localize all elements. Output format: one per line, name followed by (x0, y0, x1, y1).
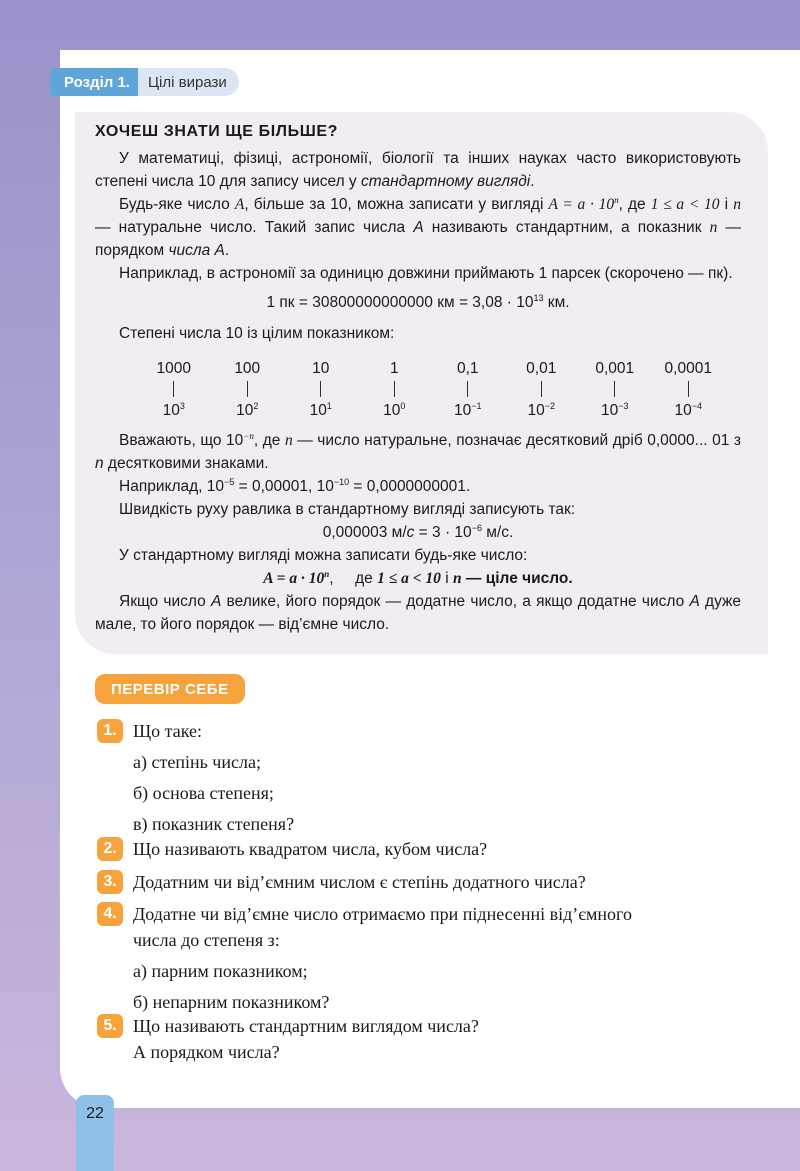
equation-parsec: 1 пк = 30800000000000 км = $3,08 \cdot 10^{13}$ км. (266, 292, 570, 311)
check-yourself-label: ПЕРЕВІР СЕБЕ (95, 674, 245, 704)
equation-snail: 0,000003 $м/с = 3 \cdot 10^{-6}$ м/с. (322, 522, 514, 541)
section-number: Розділ 1. (50, 68, 138, 96)
powers-of-ten-table (95, 357, 741, 421)
table-column: 10 $10^1$ (309, 360, 332, 419)
page-number: 22 (76, 1095, 114, 1171)
table-column: 0,1 $10^{-1}$ (453, 360, 482, 419)
table-column: 1 $10^0$ (383, 360, 406, 419)
paragraph-4: Степені числа 10 із цілим показником: (119, 325, 395, 342)
question-number: 1. (97, 719, 123, 743)
paragraph-6: Наприклад, $10^{-5} = 0,00001$, $10^{-10} = 0,0000000001$. (119, 476, 471, 495)
question-number: 2. (97, 837, 123, 861)
table-column: 0,001 $10^{-3}$ (595, 360, 635, 419)
table-column: 1000 $10^3$ (156, 360, 191, 419)
paragraph-5: Вважають, що $10^{-n}$, де n — число натуральне, позначає десятковий дріб 0,0000... 01 з n десятковими знаками. (95, 430, 741, 472)
paragraph-1: У математиці, фізиці, астрономії, біології та інших науках часто використовують степені числа 10 для запису чисел у стандартному вигляді. (95, 150, 741, 190)
question-number: 5. (97, 1014, 123, 1038)
equation-standard-form: $A = a \cdot 10^n$, де 1 ≤ a < 10 і n — ціле число. (263, 568, 573, 587)
section-tab (50, 68, 239, 96)
table-column: 0,01 $10^{-2}$ (526, 360, 557, 419)
info-box (75, 112, 768, 654)
paragraph-9: Якщо число А велике, його порядок — додатне число, а якщо додатне число А дуже мале, то його порядок — від’ємне число. (95, 593, 742, 633)
table-column: 0,0001 $10^{-4}$ (664, 360, 712, 419)
paragraph-7: Швидкість руху равлика в стандартному вигляді записують так: (119, 501, 576, 518)
question-number: 3. (97, 870, 123, 894)
question-number: 4. (97, 902, 123, 926)
paragraph-3: Наприклад, в астрономії за одиницю довжини приймають 1 парсек (скорочено — пк). (119, 265, 733, 282)
section-title: Цілі вирази (138, 68, 239, 96)
table-column: 100 $10^2$ (234, 360, 261, 419)
info-box-heading: ХОЧЕШ ЗНАТИ ЩЕ БІЛЬШЕ? (95, 123, 339, 140)
paragraph-2: Будь-яке число A, більше за 10, можна записати у вигляді $A = a \cdot 10^n$, де 1 ≤ a < 10 і n — натуральне число. Такий запис числа A називають стандартним, а показник n — порядком числа A. (95, 194, 741, 259)
paragraph-8: У стандартному вигляді можна записати будь-яке число: (119, 547, 528, 564)
